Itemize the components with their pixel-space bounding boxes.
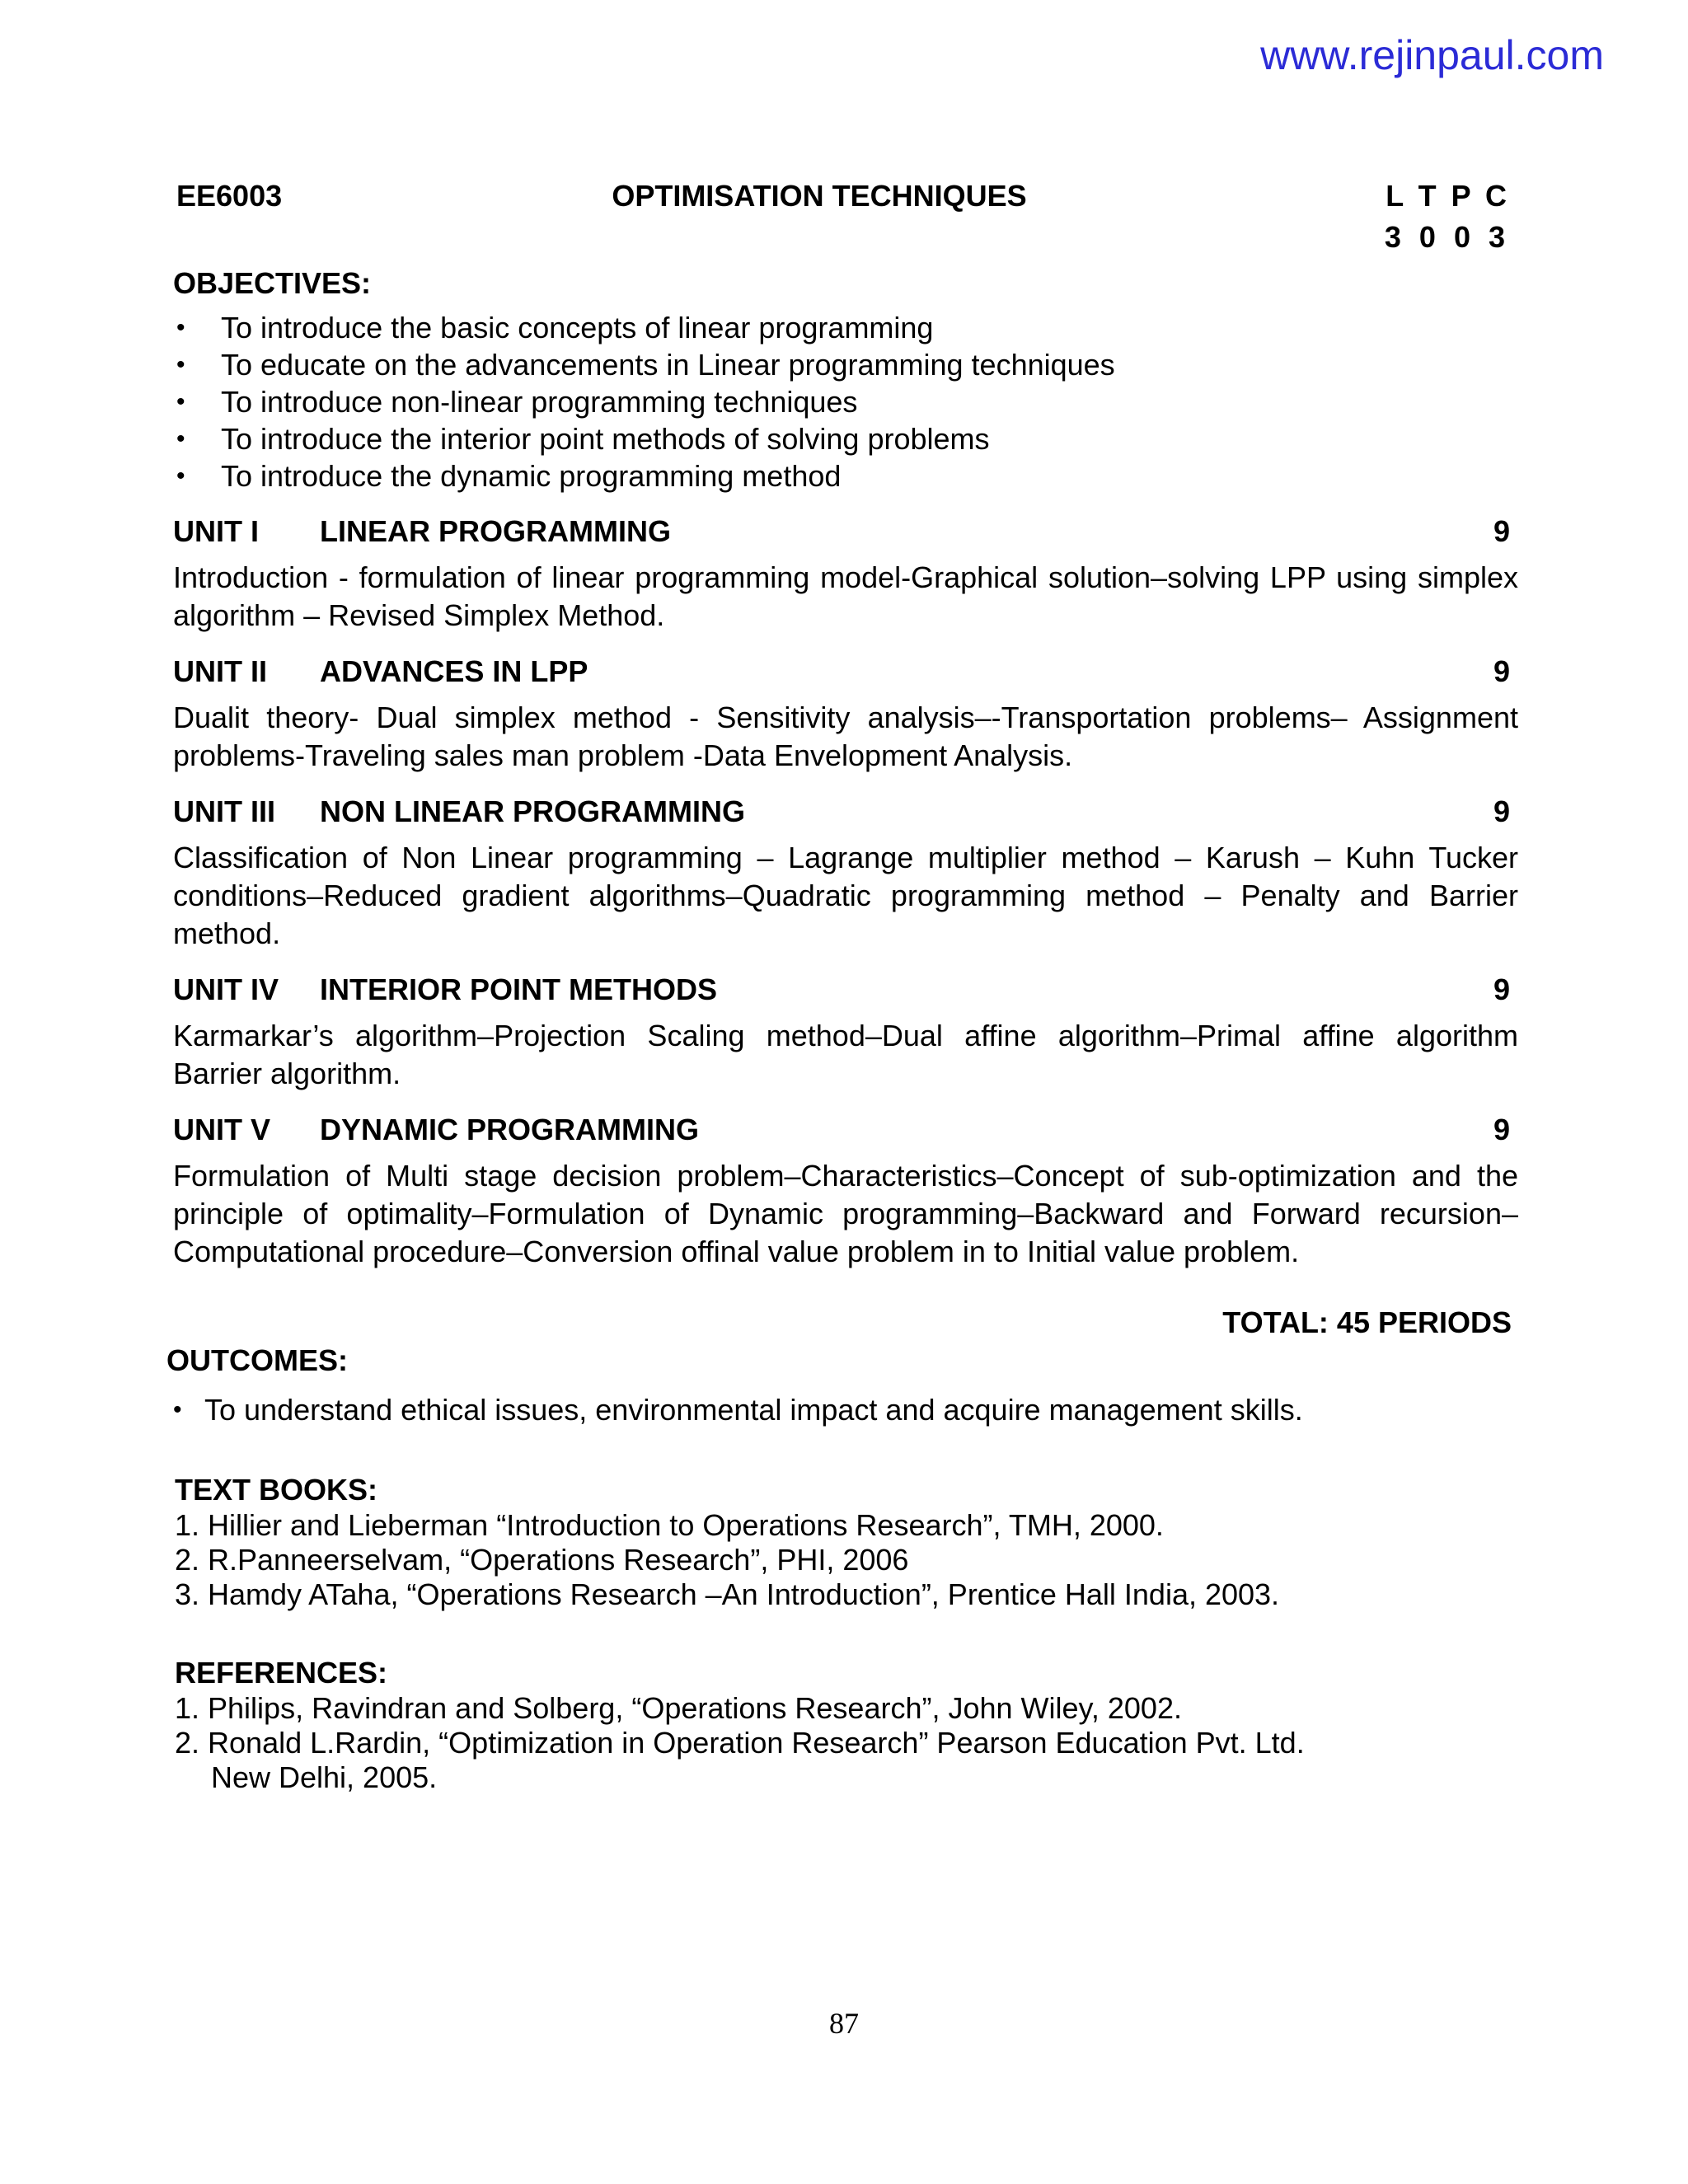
unit-title: ADVANCES IN LPP (320, 654, 588, 688)
unit-title: LINEAR PROGRAMMING (320, 514, 671, 548)
syllabus-page (166, 177, 1518, 1795)
website-link[interactable]: www.rejinpaul.com (1260, 32, 1604, 78)
objective-text: To introduce non-linear programming techniques (221, 385, 858, 419)
outcome-text: To understand ethical issues, environmental impact and acquire management skills. (204, 1393, 1303, 1427)
unit-section (173, 971, 1518, 1093)
objectives-list (173, 309, 1518, 494)
unit-hours: 9 (1493, 514, 1510, 548)
unit-heading (173, 971, 1518, 1009)
bullet-icon: • (176, 462, 185, 490)
references-heading: REFERENCES: (175, 1656, 388, 1690)
total-periods: TOTAL: 45 PERIODS (1222, 1305, 1512, 1339)
objective-text: To introduce the basic concepts of linear programming (221, 311, 934, 344)
unit-title: NON LINEAR PROGRAMMING (320, 794, 745, 828)
unit-number: UNIT III (173, 794, 275, 828)
credits-row (173, 220, 1518, 265)
list-item (173, 457, 1518, 494)
objective-text: To educate on the advancements in Linear programming techniques (221, 348, 1115, 382)
bullet-icon: • (173, 1396, 182, 1423)
unit-number: UNIT II (173, 654, 267, 688)
list-item (173, 420, 1518, 457)
unit-hours: 9 (1493, 654, 1510, 688)
course-title: OPTIMISATION TECHNIQUES (612, 179, 1027, 213)
text-books-list (173, 1508, 1518, 1612)
ltpc-label: L T P C (1386, 179, 1510, 213)
unit-heading (173, 653, 1518, 691)
unit-number: UNIT V (173, 1113, 271, 1146)
unit-number: UNIT IV (173, 972, 279, 1006)
objectives-heading: OBJECTIVES: (173, 266, 372, 300)
unit-title: INTERIOR POINT METHODS (320, 972, 718, 1006)
unit-section (173, 513, 1518, 635)
list-item: 1. Hillier and Lieberman “Introduction to Operations Research”, TMH, 2000. (175, 1508, 1164, 1542)
unit-section (173, 653, 1518, 775)
objective-text: To introduce the dynamic programming method (221, 459, 842, 493)
list-item (173, 346, 1518, 383)
list-item (173, 383, 1518, 420)
bullet-icon: • (176, 351, 185, 378)
list-item: 1. Philips, Ravindran and Solberg, “Operations Research”, John Wiley, 2002. (175, 1691, 1182, 1725)
unit-heading (173, 1111, 1518, 1149)
unit-number: UNIT I (173, 514, 259, 548)
references-list (173, 1691, 1518, 1795)
bullet-icon: • (176, 314, 185, 341)
page-number: 87 (829, 2007, 859, 2040)
unit-hours: 9 (1493, 1113, 1510, 1146)
unit-title: DYNAMIC PROGRAMMING (320, 1113, 699, 1146)
objective-text: To introduce the interior point methods of solving problems (221, 422, 990, 456)
bullet-icon: • (176, 425, 185, 452)
list-item-continuation: New Delhi, 2005. (211, 1760, 438, 1794)
unit-section (173, 793, 1518, 953)
unit-description: Formulation of Multi stage decision problem–Characteristics–Concept of sub-optimization and the principle of optimality–Formulation of Dynamic programming–Backward and Forward recursion–Computational procedure–Conversion offinal value problem in to Initial value problem. (173, 1159, 1518, 1268)
course-code: EE6003 (176, 179, 283, 213)
unit-heading (173, 793, 1518, 831)
bullet-icon: • (176, 388, 185, 415)
course-header (173, 177, 1518, 220)
list-item (173, 309, 1518, 346)
ltpc-values: 3 0 0 3 (1384, 220, 1510, 254)
unit-description: Karmarkar’s algorithm–Projection Scaling method–Dual affine algorithm–Primal affine algorithm Barrier algorithm. (173, 1019, 1518, 1090)
list-item: 2. Ronald L.Rardin, “Optimization in Operation Research” Pearson Education Pvt. Ltd. (175, 1726, 1305, 1760)
unit-description: Introduction - formulation of linear programming model-Graphical solution–solving LPP using simplex algorithm – Revised Simplex Method. (173, 560, 1518, 632)
text-books-heading: TEXT BOOKS: (175, 1473, 378, 1507)
unit-hours: 9 (1493, 794, 1510, 828)
unit-hours: 9 (1493, 972, 1510, 1006)
list-item: 3. Hamdy ATaha, “Operations Research –An Introduction”, Prentice Hall India, 2003. (175, 1577, 1280, 1611)
unit-description: Classification of Non Linear programming – Lagrange multiplier method – Karush – Kuhn Tucker conditions–Reduced gradient algorithms–Quadratic programming method – Penalty and Barrier method. (173, 841, 1518, 950)
list-item: 2. R.Panneerselvam, “Operations Research”, PHI, 2006 (175, 1543, 909, 1577)
unit-description: Dualit theory- Dual simplex method - Sensitivity analysis–-Transportation problems– Assignment problems-Traveling sales man problem -Data Envelopment Analysis. (173, 701, 1518, 772)
list-item (173, 1391, 1518, 1429)
unit-section (173, 1111, 1518, 1271)
unit-heading (173, 513, 1518, 551)
outcomes-heading: OUTCOMES: (166, 1343, 348, 1377)
